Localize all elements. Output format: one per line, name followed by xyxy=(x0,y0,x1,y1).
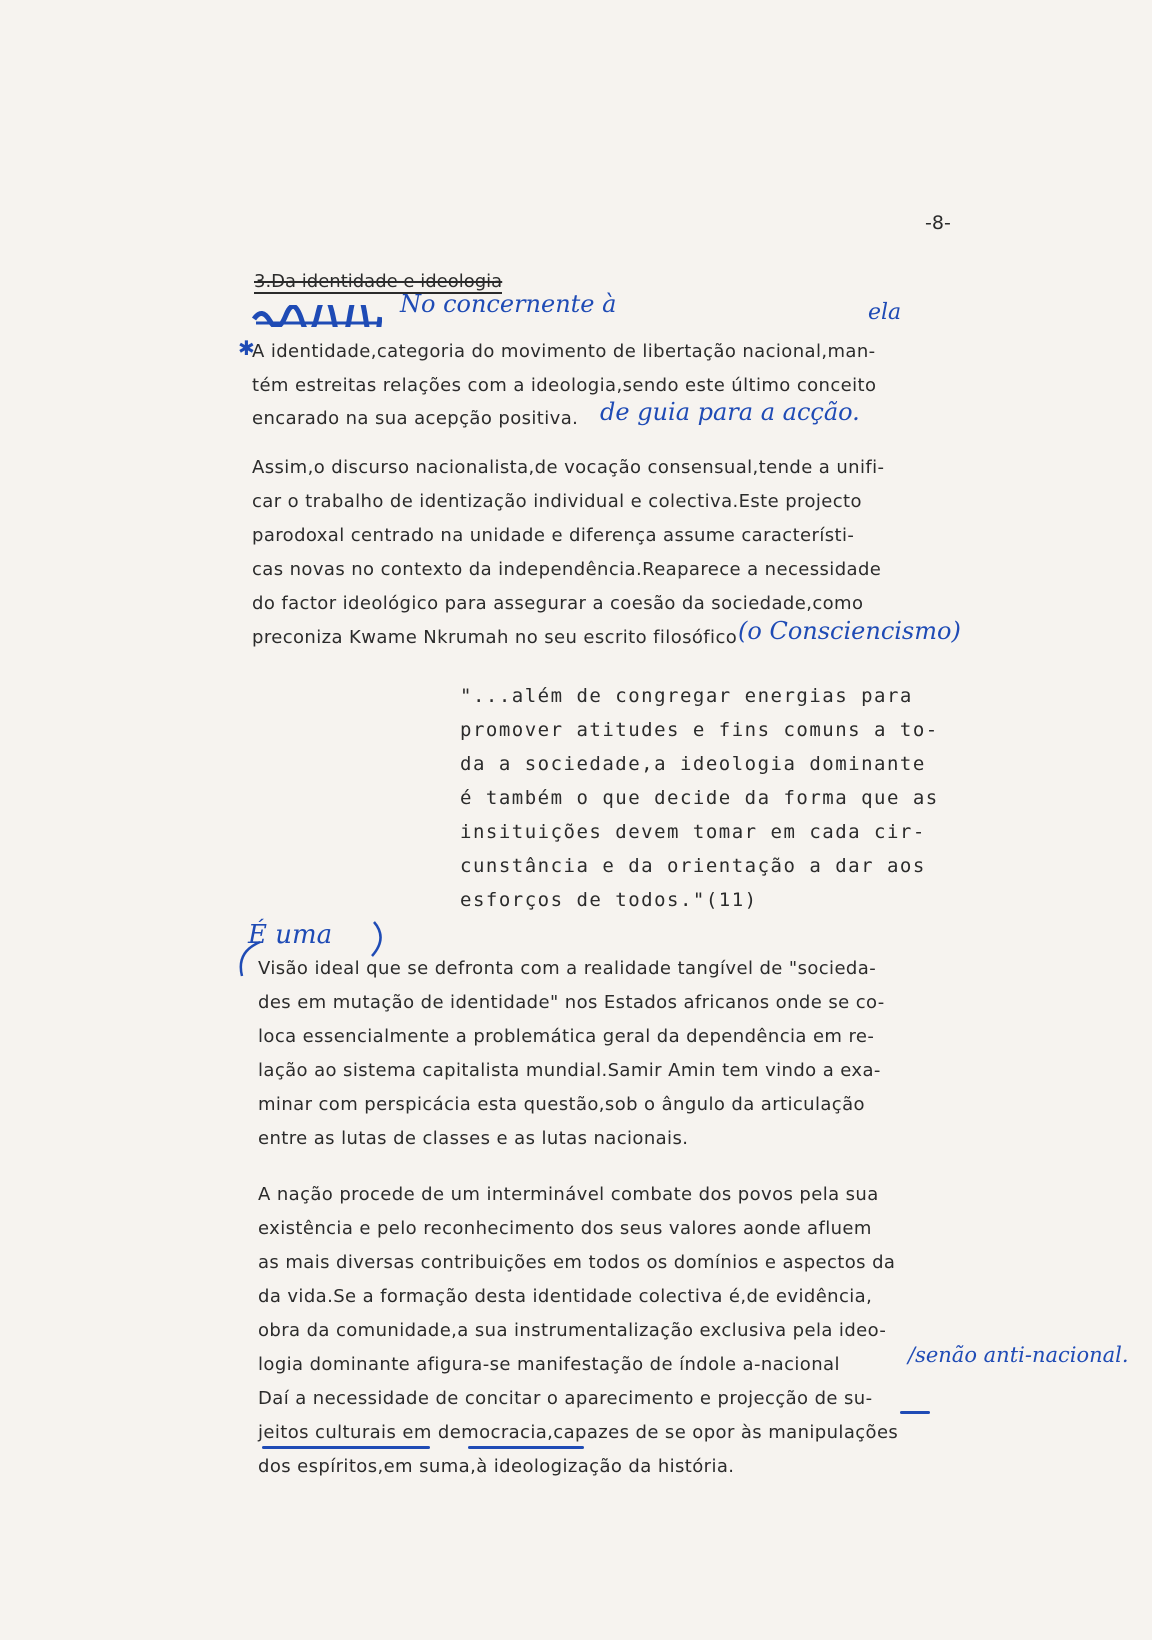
handwritten-book-title-text: o Consciencismo xyxy=(747,617,952,645)
handwritten-insertion: de guia para a acção. xyxy=(600,398,860,426)
handwritten-underline xyxy=(468,1446,584,1449)
body-line: existência e pelo reconhecimento dos seus valores aonde afluem xyxy=(258,1218,872,1239)
body-line: tém estreitas relações com a ideologia,sendo este último conceito xyxy=(252,375,877,396)
handwritten-insertion: /senão anti-nacional. xyxy=(908,1343,1129,1367)
body-line: loca essencialmente a problemática geral da dependência em re- xyxy=(258,1026,875,1047)
quote-line: esforços de todos."(11) xyxy=(460,889,758,911)
body-line: A identidade,categoria do movimento de libertação nacional,man- xyxy=(252,341,876,362)
body-line: do factor ideológico para assegurar a coesão da sociedade,como xyxy=(252,593,864,614)
body-line: A nação procede de um interminável combate dos povos pela sua xyxy=(258,1184,879,1205)
handwritten-insertion-text: senão anti-nacional. xyxy=(915,1343,1129,1367)
body-line: as mais diversas contribuições em todos os domínios e aspectos da xyxy=(258,1252,896,1273)
insertion-mark: ✱ xyxy=(238,336,255,360)
body-line: cas novas no contexto da independência.Reaparece a necessidade xyxy=(252,559,882,580)
handwritten-ela: ela xyxy=(868,300,902,325)
body-line: minar com perspicácia esta questão,sob o ângulo da articulação xyxy=(258,1094,865,1115)
body-line: car o trabalho de identização individual e colectiva.Este projecto xyxy=(252,491,862,512)
page-number: -8- xyxy=(925,212,951,234)
body-line: obra da comunidade,a sua instrumentalização exclusiva pela ideo- xyxy=(258,1320,887,1341)
body-line: entre as lutas de classes e as lutas nacionais. xyxy=(258,1128,689,1149)
body-line: des em mutação de identidade" nos Estados africanos onde se co- xyxy=(258,992,885,1013)
handwritten-paren xyxy=(370,920,390,960)
body-line: dos espíritos,em suma,à ideologização da história. xyxy=(258,1456,735,1477)
quote-line: é também o que decide da forma que as xyxy=(460,787,939,809)
scribbled-out-word xyxy=(252,305,382,327)
section-heading-struck: 3.Da identidade e ideologia xyxy=(254,271,503,292)
body-line: Assim,o discurso nacionalista,de vocação consensual,tende a unifi- xyxy=(252,457,885,478)
quote-line: insituições devem tomar em cada cir- xyxy=(460,821,926,843)
quote-line: promover atitudes e fins comuns a to- xyxy=(460,719,939,741)
quote-line: "...além de congregar energias para xyxy=(460,685,913,707)
handwritten-underline xyxy=(262,1446,430,1449)
body-line: jeitos culturais em democracia,capazes de se opor às manipulações xyxy=(258,1422,899,1443)
quote-line: cunstância e da orientação a dar aos xyxy=(460,855,926,877)
body-line: logia dominante afigura-se manifestação de índole a-nacional xyxy=(258,1354,840,1375)
quote-line: da a sociedade,a ideologia dominante xyxy=(460,753,926,775)
body-line: preconiza Kwame Nkrumah no seu escrito filosófico xyxy=(252,627,738,648)
handwritten-heading-replacement: No concernente à xyxy=(400,290,617,318)
body-line: Daí a necessidade de concitar o aparecimento e projecção de su- xyxy=(258,1388,873,1409)
body-line: parodoxal centrado na unidade e diferença assume característi- xyxy=(252,525,855,546)
handwritten-book-title: (o Consciencismo) xyxy=(738,617,961,645)
body-line: lação ao sistema capitalista mundial.Samir Amin tem vindo a exa- xyxy=(258,1060,881,1081)
body-line: Visão ideal que se defronta com a realidade tangível de "socieda- xyxy=(258,958,877,979)
body-line: da vida.Se a formação desta identidade colectiva é,de evidência, xyxy=(258,1286,873,1307)
body-line: encarado na sua acepção positiva. xyxy=(252,408,579,429)
handwritten-underline xyxy=(900,1411,930,1414)
handwritten-e-uma: É uma xyxy=(248,920,333,950)
